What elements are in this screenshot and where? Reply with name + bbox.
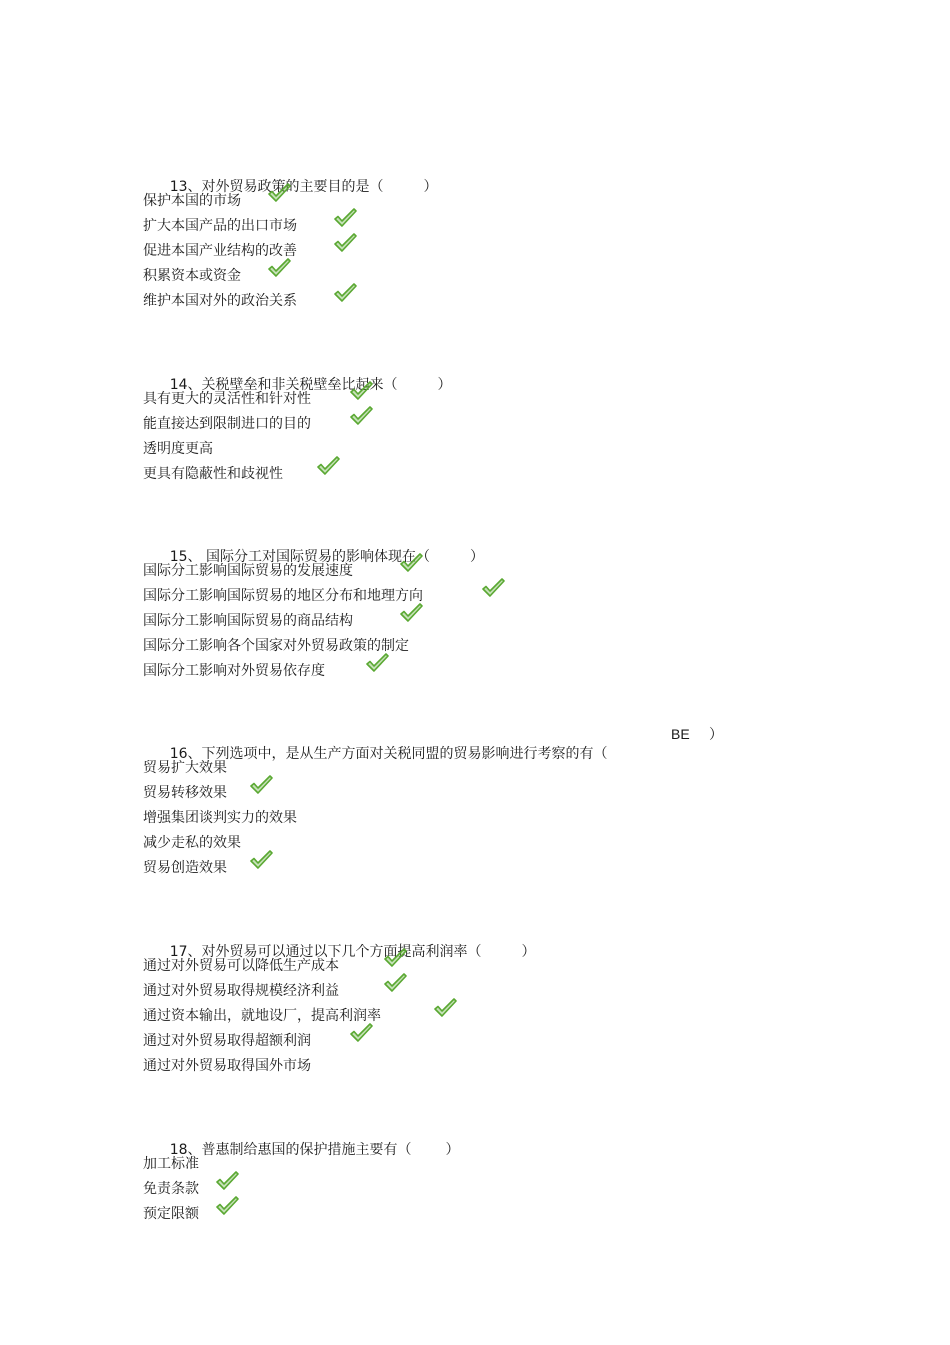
option-text: 减少走私的效果 xyxy=(143,835,241,851)
check-mark-icon xyxy=(215,1170,239,1192)
option-item xyxy=(143,1154,843,1179)
option-item xyxy=(143,1006,843,1031)
question-title xyxy=(143,355,843,393)
question-title xyxy=(143,724,843,762)
check-mark-icon xyxy=(383,947,407,969)
option-text: 能直接达到限制进口的目的 xyxy=(143,416,311,432)
option-item xyxy=(143,216,843,241)
option-text: 具有更大的灵活性和针对性 xyxy=(143,391,311,407)
option-item xyxy=(143,858,843,883)
option-item xyxy=(143,1204,843,1229)
option-text: 加工标准 xyxy=(143,1156,199,1172)
question-number: 16、 xyxy=(169,746,202,762)
check-mark-icon xyxy=(333,207,357,229)
check-mark-icon xyxy=(333,232,357,254)
option-item xyxy=(143,981,843,1006)
question-number: 18、 xyxy=(169,1142,202,1158)
option-text: 更具有隐蔽性和歧视性 xyxy=(143,466,283,482)
question-14 xyxy=(143,355,843,489)
option-item xyxy=(143,241,843,266)
question-close-paren: ） xyxy=(423,179,438,195)
option-item xyxy=(143,956,843,981)
question-stem: 对外贸易政策的主要目的是（ xyxy=(201,179,384,195)
question-close-paren: ） xyxy=(437,377,452,393)
option-item xyxy=(143,414,843,439)
check-mark-icon xyxy=(365,652,389,674)
option-item xyxy=(143,1179,843,1204)
option-item xyxy=(143,758,843,783)
question-title xyxy=(143,527,843,565)
option-text: 贸易创造效果 xyxy=(143,860,227,876)
question-number: 17、 xyxy=(169,944,202,960)
option-item xyxy=(143,661,843,686)
option-text: 免责条款 xyxy=(143,1181,199,1197)
check-mark-icon xyxy=(249,849,273,871)
option-text: 国际分工影响各个国家对外贸易政策的制定 xyxy=(143,638,409,654)
check-mark-icon xyxy=(267,182,291,204)
option-item xyxy=(143,464,843,489)
question-number: 15、 xyxy=(169,549,202,565)
option-item xyxy=(143,1056,843,1081)
question-15 xyxy=(143,527,843,686)
check-mark-icon xyxy=(249,774,273,796)
check-mark-icon xyxy=(349,380,373,402)
question-title xyxy=(143,1120,843,1158)
option-item xyxy=(143,1031,843,1056)
option-text: 积累资本或资金 xyxy=(143,268,241,284)
option-text: 维护本国对外的政治关系 xyxy=(143,293,297,309)
check-mark-icon xyxy=(481,577,505,599)
check-mark-icon xyxy=(399,602,423,624)
option-item xyxy=(143,611,843,636)
check-mark-icon xyxy=(433,997,457,1019)
option-text: 增强集团谈判实力的效果 xyxy=(143,810,297,826)
option-text: 透明度更高 xyxy=(143,441,213,457)
question-title xyxy=(143,157,843,195)
option-item xyxy=(143,266,843,291)
option-text: 通过对外贸易取得规模经济利益 xyxy=(143,983,339,999)
question-stem: 普惠制给惠国的保护措施主要有（ xyxy=(201,1142,412,1158)
question-stem: 下列选项中，是从生产方面对关税同盟的贸易影响进行考察的有（ xyxy=(201,746,608,762)
question-number: 14、 xyxy=(169,377,202,393)
option-item xyxy=(143,389,843,414)
question-18 xyxy=(143,1120,843,1229)
question-stem: 关税壁垒和非关税壁垒比起来（ xyxy=(201,377,398,393)
check-mark-icon xyxy=(399,552,423,574)
option-text: 通过对外贸易可以降低生产成本 xyxy=(143,958,339,974)
option-item xyxy=(143,586,843,611)
option-text: 预定限额 xyxy=(143,1206,199,1222)
question-close-paren: ） xyxy=(469,549,484,565)
option-text: 国际分工影响国际贸易的地区分布和地理方向 xyxy=(143,588,423,604)
check-mark-icon xyxy=(349,405,373,427)
option-text: 通过对外贸易取得超额利润 xyxy=(143,1033,311,1049)
check-mark-icon xyxy=(383,972,407,994)
check-mark-icon xyxy=(349,1022,373,1044)
check-mark-icon xyxy=(316,455,340,477)
option-item xyxy=(143,191,843,216)
option-text: 贸易扩大效果 xyxy=(143,760,227,776)
option-text: 扩大本国产品的出口市场 xyxy=(143,218,297,234)
question-17 xyxy=(143,922,843,1081)
check-mark-icon xyxy=(215,1195,239,1217)
question-13 xyxy=(143,157,843,316)
question-number: 13、 xyxy=(169,179,202,195)
option-text: 通过对外贸易取得国外市场 xyxy=(143,1058,311,1074)
question-16 xyxy=(143,724,843,883)
check-mark-icon xyxy=(267,257,291,279)
option-item xyxy=(143,783,843,808)
question-close-paren: ） xyxy=(445,1142,460,1158)
option-item xyxy=(143,636,843,661)
option-text: 保护本国的市场 xyxy=(143,193,241,209)
option-text: 国际分工影响国际贸易的商品结构 xyxy=(143,613,353,629)
option-item xyxy=(143,291,843,316)
question-close-paren: ） xyxy=(709,726,723,742)
option-item xyxy=(143,833,843,858)
option-text: 国际分工影响对外贸易依存度 xyxy=(143,663,325,679)
question-stem: 国际分工对国际贸易的影响体现在（ xyxy=(201,549,430,565)
question-close-paren: ） xyxy=(521,944,536,960)
option-item xyxy=(143,439,843,464)
check-mark-icon xyxy=(333,282,357,304)
question-title xyxy=(143,922,843,960)
filled-answer: BE xyxy=(671,726,690,742)
question-stem: 对外贸易可以通过以下几个方面提高利润率（ xyxy=(201,944,482,960)
option-item xyxy=(143,808,843,833)
option-text: 贸易转移效果 xyxy=(143,785,227,801)
option-text: 通过资本输出，就地设厂，提高利润率 xyxy=(143,1008,381,1024)
option-text: 国际分工影响国际贸易的发展速度 xyxy=(143,563,353,579)
option-text: 促进本国产业结构的改善 xyxy=(143,243,297,259)
